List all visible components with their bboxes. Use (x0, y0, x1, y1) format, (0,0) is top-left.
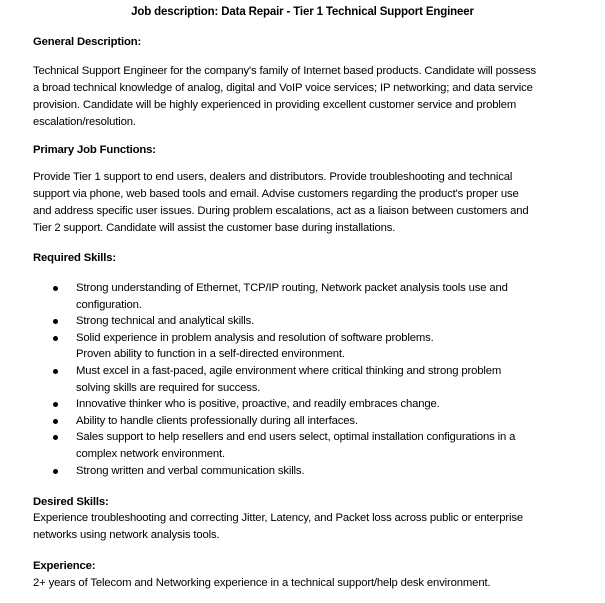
text-line: Innovative thinker who is positive, proactive, and readily embraces change. (76, 398, 440, 411)
bullet-icon (53, 469, 58, 474)
text-line: 2+ years of Telecom and Networking experience in a technical support/help desk environment. (33, 577, 491, 589)
list-item (0, 313, 605, 330)
general-description-text (33, 63, 593, 131)
list-item (0, 396, 605, 413)
text-line: Tier 2 support. Candidate will assist the customer base during installations. (33, 222, 396, 234)
text-line: Provide Tier 1 support to end users, dealers and distributors. Provide troubleshooting and technical (33, 171, 513, 183)
text-line: Experience troubleshooting and correcting Jitter, Latency, and Packet loss across public or enterprise (33, 512, 523, 524)
primary-job-functions-heading: Primary Job Functions: (33, 144, 156, 156)
document-title: Job description: Data Repair - Tier 1 Technical Support Engineer (131, 6, 474, 18)
experience-text (33, 575, 593, 592)
text-line: provision. Candidate will be highly experienced in providing excellent customer service and problem (33, 99, 517, 111)
text-line: Ability to handle clients professionally during all interfaces. (76, 414, 358, 427)
text-line: Solid experience in problem analysis and resolution of software problems. (76, 331, 434, 344)
list-item (0, 413, 605, 430)
text-line: solving skills are required for success. (76, 381, 261, 394)
text-line: Must excel in a fast-paced, agile environment where critical thinking and strong problem (76, 364, 502, 377)
text-line: complex network environment. (76, 447, 226, 460)
list-item (0, 463, 605, 480)
bullet-icon (53, 402, 58, 407)
required-skills-list (0, 280, 605, 479)
list-item (0, 330, 605, 363)
text-line: Strong understanding of Ethernet, TCP/IP routing, Network packet analysis tools use and (76, 282, 508, 294)
general-description-heading: General Description: (33, 36, 142, 48)
text-line: Technical Support Engineer for the company's family of Internet based products. Candidate will possess (33, 65, 537, 77)
text-line: Strong technical and analytical skills. (76, 315, 255, 328)
text-line: escalation/resolution. (33, 116, 136, 128)
text-line: networks using network analysis tools. (33, 529, 220, 541)
text-line: Strong written and verbal communication skills. (76, 464, 305, 477)
text-line: a broad technical knowledge of analog, digital and VoIP voice services; IP networking; and data service (33, 82, 533, 94)
experience-heading: Experience: (33, 560, 96, 572)
text-line: Sales support to help resellers and end users select, optimal installation configurations in a (76, 431, 516, 444)
bullet-icon (53, 435, 58, 440)
primary-job-functions-text (33, 169, 593, 237)
bullet-icon (53, 369, 58, 374)
bullet-icon (53, 286, 58, 291)
bullet-icon (53, 419, 58, 424)
text-line: and address specific user issues. During problem escalations, act as a liaison between customers and (33, 205, 529, 217)
text-line: support via phone, web based tools and email. Advise customers regarding the product's proper use (33, 188, 519, 200)
text-line: configuration. (76, 298, 142, 311)
required-skills-heading: Required Skills: (33, 252, 116, 264)
bullet-icon (53, 336, 58, 341)
list-item (0, 280, 605, 313)
list-item (0, 429, 605, 462)
bullet-icon (53, 319, 58, 324)
desired-skills-heading: Desired Skills: (33, 496, 109, 508)
desired-skills-text (33, 510, 593, 544)
text-line: Proven ability to function in a self-directed environment. (76, 348, 345, 361)
list-item (0, 363, 605, 396)
